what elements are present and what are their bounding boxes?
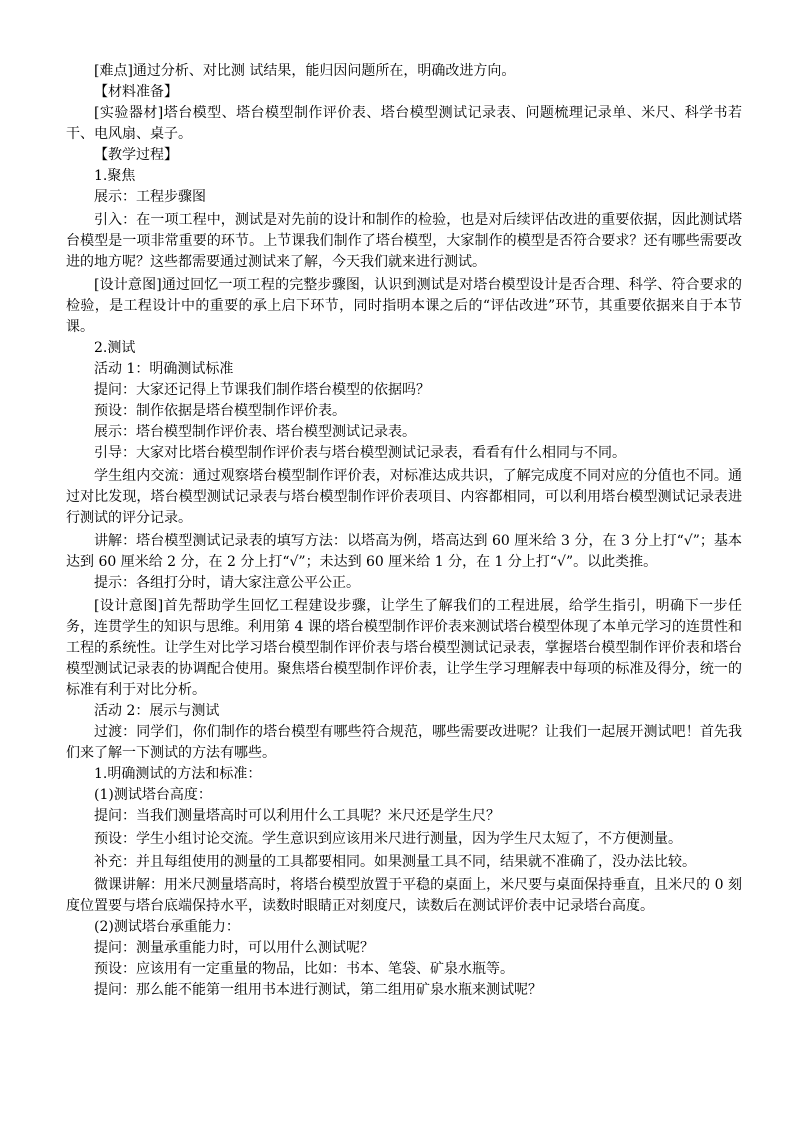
paragraph: 活动 2：展示与测试 — [94, 703, 220, 719]
paragraph: 提问：大家还记得上节课我们制作塔台模型的依据吗？ — [94, 382, 430, 398]
paragraph: 预设：制作依据是塔台模型制作评价表。 — [94, 403, 346, 419]
paragraph: (2)测试塔台承重能力： — [94, 919, 240, 935]
paragraph: 【教学过程】 — [94, 147, 178, 163]
paragraph: 1.明确测试的方法和标准： — [94, 766, 262, 782]
paragraph: [难点]通过分析、对比测 试结果，能归因问题所在，明确改进方向。 — [94, 63, 516, 79]
paragraph: [设计意图]通过回忆一项工程的完整步骤图，认识到测试是对塔台模型设计是否合理、科学、符合要求的检验，是工程设计中的重要的承上启下环节，同时指明本课之后的“评估改进”环节，其重要依据来自于本节课。 — [66, 277, 742, 335]
paragraph: [设计意图]首先帮助学生回忆工程建设步骤，让学生了解我们的工程进展，给学生指引，明确下一步任务，连贯学生的知识与思维。利用第 4 课的塔台模型制作评价表来测试塔台模型体现了本单元学习的连贯性和工程的系统性。让学生对比学习塔台模型制作评价表与塔台模型测试记录表，掌握塔台模型制作评价表和塔台模型测试记录表的协调配合使用。聚焦塔台模型制作评价表，让学生学习理解表中每项的标准及得分，统一的标准有利于对比分析。 — [66, 598, 742, 698]
paragraph: 提示：各组打分时，请大家注意公平公正。 — [94, 575, 360, 591]
paragraph: 过渡：同学们，你们制作的塔台模型有哪些符合规范，哪些需要改进呢？让我们一起展开测试吧！首先我们来了解一下测试的方法有哪些。 — [66, 724, 742, 761]
paragraph: (1)测试塔台高度： — [94, 787, 212, 803]
paragraph: 提问：测量承重能力时，可以用什么测试呢？ — [94, 940, 374, 956]
paragraph: 提问：当我们测量塔高时可以利用什么工具呢？米尺还是学生尺？ — [94, 808, 500, 824]
paragraph: 微课讲解：用米尺测量塔高时，将塔台模型放置于平稳的桌面上，米尺要与桌面保持垂直，且米尺的 0 刻度位置要与塔台底端保持水平，读数时眼睛正对刻度尺，读数后在测试评价表中记录塔台高度。 — [66, 877, 742, 914]
paragraph: [实验器材]塔台模型、塔台模型制作评价表、塔台模型测试记录表、问题梳理记录单、米尺、科学书若干、电风扇、桌子。 — [66, 105, 742, 142]
paragraph: 【材料准备】 — [94, 84, 178, 100]
paragraph: 引入：在一项工程中，测试是对先前的设计和制作的检验，也是对后续评估改进的重要依据，因此测试塔台模型是一项非常重要的环节。上节课我们制作了塔台模型，大家制作的模型是否符合要求？还有哪些需要改进的地方呢？这些都需要通过测试来了解，今天我们就来进行测试。 — [66, 212, 742, 270]
paragraph: 活动 1：明确测试标准 — [94, 361, 234, 377]
paragraph: 展示：工程步骤图 — [94, 189, 206, 205]
paragraph: 讲解：塔台模型测试记录表的填写方法：以塔高为例，塔高达到 60 厘米给 3 分，在 3 分上打“√”；基本达到 60 厘米给 2 分，在 2 分上打“√”；未达到 60 厘米给 1 分，在 1 分上打“√”。以此类推。 — [66, 533, 742, 570]
paragraph: 引导：大家对比塔台模型制作评价表与塔台模型测试记录表，看看有什么相同与不同。 — [94, 445, 626, 461]
document-body — [66, 61, 742, 1001]
paragraph: 提问：那么能不能第一组用书本进行测试，第二组用矿泉水瓶来测试呢？ — [94, 982, 542, 998]
paragraph: 预设：应该用有一定重量的物品，比如：书本、笔袋、矿泉水瓶等。 — [94, 961, 514, 977]
paragraph: 预设：学生小组讨论交流。学生意识到应该用米尺进行测量，因为学生尺太短了，不方便测量。 — [94, 831, 682, 847]
paragraph: 2.测试 — [94, 340, 136, 356]
paragraph: 学生组内交流：通过观察塔台模型制作评价表，对标准达成共识，了解完成度不同对应的分值也不同。通过对比发现，塔台模型测试记录表与塔台模型制作评价表项目、内容都相同，可以利用塔台模型测试记录表进行测试的评分记录。 — [66, 468, 742, 526]
paragraph: 展示：塔台模型制作评价表、塔台模型测试记录表。 — [94, 424, 416, 440]
paragraph: 1.聚焦 — [94, 168, 136, 184]
paragraph: 补充：并且每组使用的测量的工具都要相同。如果测量工具不同，结果就不准确了，没办法比较。 — [94, 854, 696, 870]
